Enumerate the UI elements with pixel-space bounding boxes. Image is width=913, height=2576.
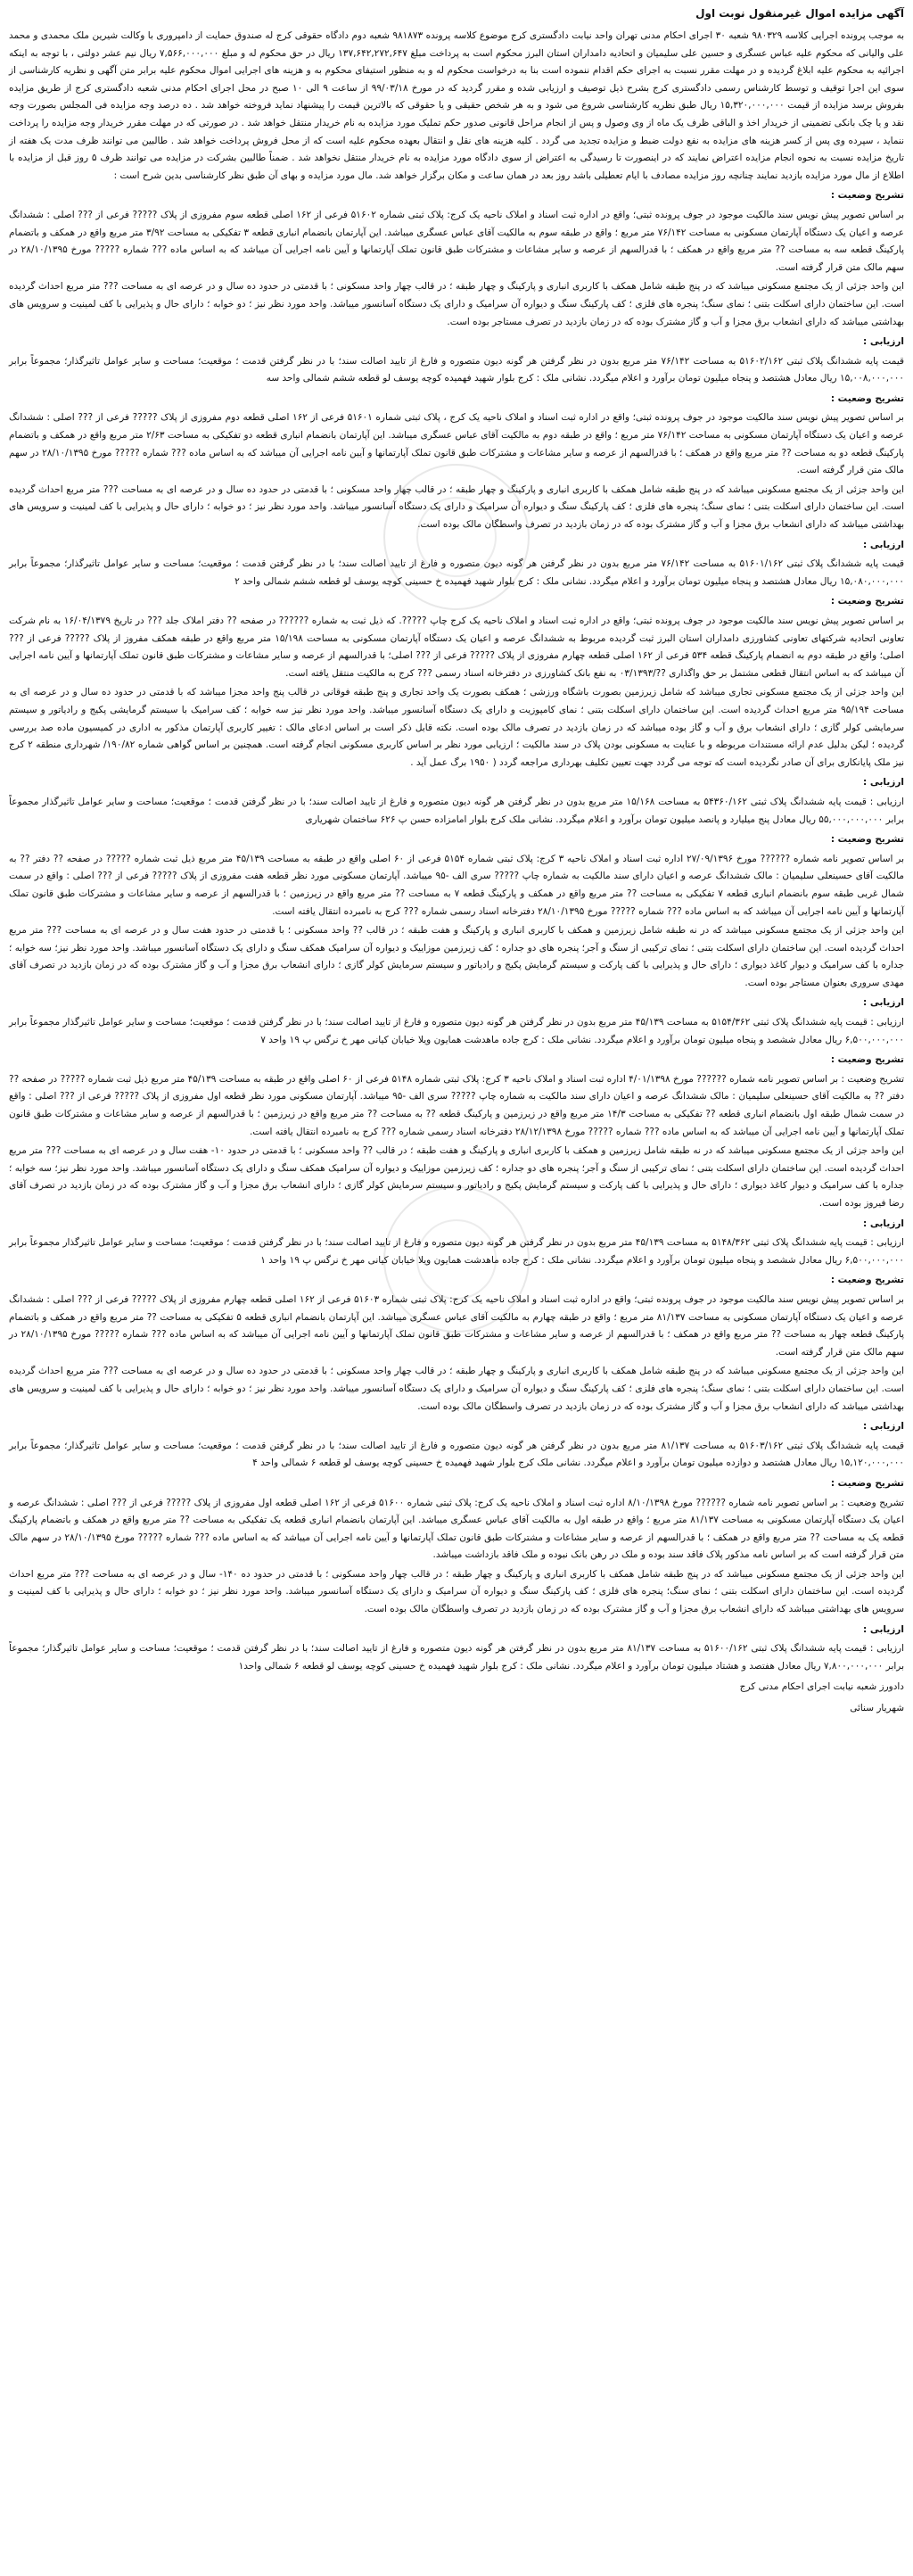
auction-notice — [5, 5, 908, 1718]
property-section — [5, 1475, 908, 1676]
building-description: این واحد جزئی از یک مجتمع مسکونی میباشد که در پنج طبقه شامل همکف با کاربری انباری و پارکینگ و چهار طبقه ؛ در قالب چهار واحد مسکونی ؛ با قدمتی در حدود ده سال و در عرصه ای به مساحت ??? متر مربع احداث گردیده است. این ساختمان دارای اسکلت بتنی ؛ نمای سنگ؛ پنجره های فلزی ؛ کف پارکینگ سنگ و دیواره آن سرامیک و دارای یک دستگاه آسانسور میباشد. واحد مورد نظر نیز ؛ دو خوابه ؛ دارای حال و پذیرایی با کف لمینیت و سرویس های بهداشتی میباشد که دارای انشعاب برق مجزا و آب و گاز مشترک بوده که در زمان بازدید در تصرف مستاجر بوده است. — [9, 281, 904, 327]
building-description: این واحد جزئی از یک مجتمع مسکونی میباشد که در نه طبقه شامل زیرزمین و همکف با کاربری انباری و پارکینگ و هفت طبقه ؛ در قالب ?? واحد مسکونی ؛ با قدمتی در حدود هفت سال و در عرصه ای به مساحت ??? متر مربع احداث گردیده است. این ساختمان دارای اسکلت بتنی ؛ نمای ترکیبی از سنگ و آجر؛ پنجره های دو جداره ؛ کف زیرزمین موزاییک و دیواره آن سرامیک همکف سنگ و دارای یک دستگاه آسانسور میباشد. واحد مورد نظر نیز؛ سه خوابه ؛ جداره با کف سرامیک و دیوار کاغذ دیواری ؛ دارای حال و پذیرایی با کف پارکت و سیستم گرمایش پکیج و رادیاتور و سیستم سرمایش کولر گازی ؛ دارای انشعاب برق مجزا و آب و گاز مشترک بوده که در زمان بازدید در تصرف آقای مهدی سروری بعنوان مستاجر بوده است. — [9, 925, 904, 988]
evaluation-heading: ارزیابی : — [863, 1218, 904, 1229]
evaluation-text: ارزیابی : قیمت پایه ششدانگ پلاک ثبتی ۵۱۶۰۰/۱۶۲ به مساحت ۸۱/۱۳۷ متر مربع بدون در نظر گرفتن هر گونه دیون متصوره و فارغ از تایید اصالت سند؛ با در نظر گرفتن قدمت ؛ موقعیت؛ مساحت و سایر عوامل تاثیرگذار؛ مجموعاً برابر ۷,۸۰۰,۰۰۰,۰۰۰ ریال معادل هفتصد و هشتاد میلیون تومان برآورد و اعلام میگردد. نشانی ملک : کرج بلوار شهید فهمیده خ حسینی کوچه یوسف لو قطعه ۶ شمالی واحد۱ — [9, 1643, 904, 1672]
property-section — [5, 1272, 908, 1473]
property-description: بر اساس تصویر پیش نویس سند مالکیت موجود در جوف پرونده ثبتی؛ واقع در اداره ثبت اسناد و املاک ناحیه یک کرج: پلاک ثبتی شماره ۵۱۶۰۳ فرعی از ۱۶۲ اصلی قطعه چهارم مفروزی از پلاک ????? فرعی از ??? اصلی : ششدانگ عرصه و اعیان یک دستگاه آپارتمان مسکونی به مساحت ۸۱/۱۳۷ متر مربع ؛ واقع در طبقه چهارم به مالکیت آقای عباس عسگری میباشد. این آپارتمان بانضمام انباری قطعه ۵ تفکیکی به مساحت ?? متر مربع واقع در همکف و باتضمام پارکینگ قطعه چهار به مساحت ?? متر مربع واقع در همکف ؛ با قدرالسهم از عرصه و سایر مشاعات و مشترکات طبق قانون تملک آپارتمانها و آیین نامه اجرایی آن میباشد که به اساس ماده ??? شماره ????? مورخ ۲۸/۱۰/۱۳۹۵ در سهم مالک متن قرار گرفته است. — [9, 1293, 904, 1358]
evaluation-text: قیمت پایه ششدانگ پلاک ثبتی ۵۱۶۰۱/۱۶۲ به مساحت ۷۶/۱۴۲ متر مربع بدون در نظر گرفتن هر گونه دیون متصوره و فارغ از تایید اصالت سند؛ با در نظر گرفتن قدمت ؛ موقعیت؛ مساحت و سایر عوامل تاثیرگذار؛ مجموعاً برابر ۱۵,۰۸۰,۰۰۰,۰۰۰ ریال معادل هشتصد و پنجاه میلیون تومان برآورد و اعلام میگردد. نشانی ملک : کرج بلوار شهید فهمیده خ حسینی کوچه یوسف لو قطعه ششم شمالی واحد ۲ — [9, 558, 905, 587]
section-heading: تشریح وضعیت : — [830, 392, 904, 404]
signature-office: دادورز شعبه نیابت اجرای احکام مدنی کرج — [739, 1681, 904, 1693]
evaluation-heading: ارزیابی : — [863, 1421, 904, 1432]
evaluation-heading: ارزیابی : — [863, 997, 904, 1009]
section-heading: تشریح وضعیت : — [830, 1054, 904, 1066]
section-heading: تشریح وضعیت : — [830, 190, 904, 202]
evaluation-text: قیمت پایه ششدانگ پلاک ثبتی ۵۱۶۰۲/۱۶۲ به مساحت ۷۶/۱۴۲ متر مربع بدون در نظر گرفتن هر گونه دیون متصوره و فارغ از تایید اصالت سند؛ با در نظر گرفتن قدمت ؛ موقعیت؛ مساحت و سایر عوامل تاثیرگذار؛ مجموعاً برابر ۱۵,۰۰۸,۰۰۰,۰۰۰ ریال معادل هشتصد و پنجاه میلیون تومان برآورد و اعلام میگردد. نشانی ملک : کرج بلوار شهید فهمیده کوچه یوسف لو قطعه ششم شمالی واحد سه — [9, 355, 905, 384]
evaluation-heading: ارزیابی : — [863, 336, 904, 348]
evaluation-heading: ارزیابی : — [863, 777, 904, 788]
property-section — [5, 187, 908, 388]
evaluation-text: ارزیابی : قیمت پایه ششدانگ پلاک ثبتی ۵۱۴۸/۳۶۲ به مساحت ۴۵/۱۳۹ متر مربع بدون در نظر گرفتن هر گونه دیون متصوره و فارغ از تایید اصالت سند؛ با در نظر گرفتن قدمت ؛ موقعیت؛ مساحت و سایر عوامل تاثیرگذار مجموعاً برابر ۶,۵۰۰,۰۰۰,۰۰۰ ریال معادل ششصد و پنجاه میلیون تومان برآورد و اعلام میگردد. نشانی ملک : کرج جاده ماهدشت همایون ویلا خیابان کیانی مهر خ نرگس پ ۱۹ واحد ۱ — [9, 1237, 904, 1266]
property-section — [5, 831, 908, 1049]
notice-intro: به موجب پرونده اجرایی کلاسه ۹۸۰۳۲۹ شعبه ۳۰ اجرای احکام مدنی تهران واحد نیابت دادگستری کرج موضوع کلاسه پرونده ۹۸۱۸۷۳ شعبه دوم دادگاه حقوقی کرج له صندوق حمایت از دامپروری با وکالت شیرین ملک محمدی و محمد علی والیانی که محکوم علیه عباس عسگری و حسین علی سلیمیان و اتحادیه دامداران استان البرز محکوم است به پرداخت مبلغ ۱۳۷,۶۴۲,۲۷۲,۶۴۷ ریال در حق محکوم له و مبلغ ۷,۵۶۶,۰۰۰,۰۰۰ ریال نیم عشر دولتی ، با توجه به اینکه اجرائیه به محکوم علیه ابلاغ گردیده و در مهلت مقرر نسبت به اجرای حکم اقدام ننموده است بنا به درخواست محکوم له و به منظور استیفای محکوم به و هزینه های اجرایی اموال محکوم علیه برابر متن آگهی و نظریه کارشناسی از سوی این اجرا توقیف و توسط کارشناس رسمی دادگستری کرج بشرح ذیل توصیف و ارزیابی شده و مقرر گردید که در مورخ ۹۹/۰۳/۱۸ از ساعت ۹ الی ۱۰ صبح در محل اجرای احکام مدنی شعبه دادگستری کرج از طریق مزایده بفروش برسد مزایده از قیمت ۱۵,۳۲۰,۰۰۰,۰۰۰ ریال طبق نظریه کارشناسی شروع می شود و به هر شخص حقیقی و یا حقوقی که بالاترین قیمت را پیشنهاد نماید فروخته خواهد شد . ده درصد وجه مزایده فی المجلس بصورت وجه نقد و یا چک بانکی تضمینی از خریدار اخذ و الباقی ظرف یک ماه از وی وصول و پس از انجام مراحل قانونی صدور حکم تملیک مورد مزایده به نام خریدار منتقل خواهد شد . در صورتی که در مهلت مقرر خریدار وجه مزایده را پرداخت ننماید ، سپرده وی پس از کسر هزینه های مزایده به نفع دولت ضبط و مزایده تجدید می گردد . کلیه هزینه های نقل و انتقال بعهده محکوم علیه است که از محل فروش پرداخت خواهد شد . طالبین می توانند ظرف مدت یک هفته از تاریخ مزایده نسبت به نحوه انجام مزایده اعتراض نمایند که در اینصورت تا رسیدگی به اعتراض از سوی دادگاه مورد مزایده به نام خریدار منتقل نخواهد شد . ضمناً طالبین بشرکت در مزایده می توانند ظرف ۵ روز قبل از مزایده با اطلاع از مال مورد مزایده بازدید نمایند چنانچه روز مزایده مصادف با ایام تعطیلی باشد روز بعد در همان ساعت و مکان برگزار خواهد شد. مال مورد مزایده و بهای آن طبق نظر کارشناسی بدین شرح است : — [9, 30, 904, 181]
section-heading: تشریح وضعیت : — [830, 596, 904, 607]
property-description: تشریح وضعیت : بر اساس تصویر نامه شماره ?????? مورخ ۸/۱۰/۱۳۹۸ اداره ثبت اسناد و املاک ناحیه یک کرج: پلاک ثبتی شماره ۵۱۶۰۰ فرعی از ۱۶۲ اصلی قطعه اول مفروزی از پلاک ????? فرعی از ??? اصلی : ششدانگ عرصه و اعیان یک دستگاه آپارتمان مسکونی به مساحت ۸۱/۱۳۷ متر مربع ؛ واقع در طبقه اول به مالکیت آقای عباس عسگری میباشد. این آپارتمان بانضمام انباری قطعه یک تفکیکی به مساحت ?? متر مربع واقع در همکف و باتضمام پارکینگ قطعه یک به مساحت ?? متر مربع واقع در همکف ؛ با قدرالسهم از عرصه و سایر مشاعات و مشترکات طبق قانون تملک آپارتمانها و آیین نامه اجرایی آن میباشد که به اساس ماده ??? شماره ????? مورخ ۲۸/۱۰/۱۳۹۵ در سهم مالک متن قرار گرفته است که بر اساس نامه مذکور پلاک فاقد سند بوده و ملک در رهن بانک نبوده و ملک فاقد بازداشت میباشد. — [9, 1497, 905, 1561]
property-section — [5, 1052, 908, 1269]
property-description: بر اساس تصویر پیش نویس سند مالکیت موجود در جوف پرونده ثبتی؛ واقع در اداره ثبت اسناد و املاک ناحیه یک کرج: پلاک ثبتی شماره ۵۱۶۰۲ فرعی از ۱۶۲ اصلی قطعه سوم مفروزی از پلاک ????? فرعی از ??? اصلی : ششدانگ عرصه و اعیان یک دستگاه آپارتمان مسکونی به مساحت ۷۶/۱۴۲ متر مربع ؛ واقع در طبقه سوم به مالکیت آقای عباس عسگری میباشد. این آپارتمان بانضمام انباری قطعه ۳ تفکیکی به مساحت ۳/۹۲ متر مربع واقع در همکف و باتضمام پارکینگ قطعه سه به مساحت ?? متر مربع واقع در همکف ؛ با قدرالسهم از عرصه و سایر مشاعات و مشترکات طبق قانون تملک آپارتمانها و آیین نامه اجرایی آن میباشد که به اساس ماده ??? شماره ????? مورخ ۲۸/۱۰/۱۳۹۵ در سهم مالک متن قرار گرفته است. — [9, 209, 905, 273]
building-description: این واحد جزئی از یک مجتمع مسکونی میباشد که در پنج طبقه شامل همکف با کاربری انباری و پارکینگ و چهار طبقه ؛ در قالب چهار واحد مسکونی ؛ با قدمتی در حدود ده سال و در عرصه ای به مساحت ??? متر مربع احداث گردیده است. این ساختمان دارای اسکلت بتنی ؛ نمای سنگ؛ پنجره های فلزی ؛ کف پارکینگ سنگ و دیواره آن سرامیک و دارای یک دستگاه آسانسور میباشد. واحد مورد نظر نیز ؛ دو خوابه ؛ دارای حال و پذیرایی با کف لمینیت و سرویس های بهداشتی میباشد که دارای انشعاب برق مجزا و آب و گاز مشترک بوده که در زمان بازدید در تصرف واسطگان مالک بوده است. — [9, 1366, 904, 1412]
property-description: بر اساس تصویر پیش نویس سند مالکیت موجود در جوف پرونده ثبتی؛ واقع در اداره ثبت اسناد و املاک ناحیه یک کرج چاپ ?????. که ذیل ثبت به شماره ?????? در صفحه ?? دفتر املاک جلد ??? در تاریخ ۱۶/۰۴/۱۳۷۹ به نام شرکت تعاونی اتحادیه شرکتهای تعاونی کشاورزی دامداران استان البرز ثبت گردیده مربوط به ششدانگ عرصه و اعیان یک دستگاه آپارتمان مسکونی به مساحت ۱۵/۱۹۸ متر مربع واقع در طبقه همکف مفروز از پلاک ????? فرعی از ??? اصلی؛ واقع در طبقه دوم به انضمام پارکینگ قطعه ۵۳۴ فرعی از ۱۶۲ اصلی قطعه چهارم مفروزی از پلاک ????? فرعی از ??? اصلی؛ با قدرالسهم از عرصه و سایر مشاعات و مشترکات طبق قانون تملک آپارتمانها و آیین نامه اجرایی آن میباشد که به اساس انتقال قطعی مشتمل بر حق واگذاری ??/۰۳/۱۳۹۳ به نفع بانک کشاورزی در دفترخانه اسناد رسمی ??? کرج به مالکیت منتقل یافته است. — [9, 615, 905, 679]
building-description: این واحد جزئی از یک مجتمع مسکونی تجاری میباشد که شامل زیرزمین بصورت باشگاه ورزشی ؛ همکف بصورت یک واحد تجاری و پنج طبقه فوقانی در قالب پنج واحد مجزا میباشد که با قدمتی در حدود ده سال و در عرصه ای به مساحت ۹۵/۱۹۴ متر مربع احداث گردیده است. این ساختمان دارای اسکلت بتنی ؛ نمای کامپوزیت و دارای یک دستگاه آسانسور میباشد. واحد مورد نظر نیز سه خوابه ؛ کف سرامیک با سیستم گرمایشی پکیج و رادیاتور و سیستم سرمایشی کولر گازی ؛ دارای انشعاب برق و آب و گاز بوده میباشد که در زمان بازدید در تصرف مالک بوده است. نکته قابل ذکر است بر اساس ادعای مالک : تغییر کاربری آپارتمان مذکور به اداری در کمیسیون ماده صد بررسی گردیده ؛ لیکن بدلیل عدم ارائه مستندات مربوطه و با عنایت به مسکونی بودن پلاک در سند مالکیت ؛ ارزیابی مورد نظر بر اساس کاربری مسکونی انجام گرفته است. همچنین بر اساس گواهی شماره ۱۹۰/۸۲/ شهرداری منطقه ۲ کرج نیز ملک پایانکاری برای آن صادر نگردیده است که توجه می گردد جهت تعیین تکلیف بهرداری مراجعه گردد ( ۱۹۵۰ برگ عمل آید . — [9, 687, 904, 768]
section-heading: تشریح وضعیت : — [830, 834, 904, 846]
evaluation-heading: ارزیابی : — [863, 1623, 904, 1635]
property-description: تشریح وضعیت : بر اساس تصویر نامه شماره ?????? مورخ ۴/۰۱/۱۳۹۸ اداره ثبت اسناد و املاک ناحیه ۳ کرج: پلاک ثبتی شماره ۵۱۴۸ فرعی از ۶۰ اصلی واقع در طبقه به مساحت ۴۵/۱۳۹ متر مربع ذیل ثبت شماره ????? در صفحه ?? دفتر ?? به مالکیت آقای حسینعلی سلیمیان : مالک ششدانگ عرصه و اعیان دارای سند مالکیت به شماره چاپ ????? سری الف -۹۵ میباشد. آپارتمان مسکونی مورد نظر قطعه اول مفروزی از پلاک ????? فرعی از ??? اصلی : واقع در سمت شمال طبقه اول بانضمام انباری قطعه ?? تفکیکی به مساحت ۱۴/۳ متر مربع واقع در زیرزمین و پارکینگ قطعه ?? به مساحت ?? متر مربع واقع در زیرزمین ؛ با قدرالسهم از عرصه و سایر مشاعات و مشترکات طبق قانون تملک آپارتمانها و آیین نامه اجرایی آن میباشد که به اساس ماده ??? شماره ????? مورخ ۲۸/۱۲/۱۳۹۸ دفترخانه اسناد رسمی شماره ??? کرج به نامبرده انتقال یافته است. — [9, 1073, 905, 1137]
evaluation-text: قیمت پایه ششدانگ پلاک ثبتی ۵۱۶۰۳/۱۶۲ به مساحت ۸۱/۱۳۷ متر مربع بدون در نظر گرفتن هر گونه دیون متصوره و فارغ از تایید اصالت سند؛ با در نظر گرفتن قدمت ؛ موقعیت؛ مساحت و سایر عوامل تاثیرگذار؛ مجموعاً برابر ۱۵,۱۲۰,۰۰۰,۰۰۰ ریال معادل هشتصد و دوازده میلیون تومان برآورد و اعلام میگردد. نشانی ملک کرج بلوار شهید فهمیده خ حسینی کوچه یوسف لو قطعه ۶ شمالی واحد ۴ — [9, 1440, 905, 1469]
evaluation-text: ارزیابی : قیمت پایه ششدانگ پلاک ثبتی ۵۱۵۴/۳۶۲ به مساحت ۴۵/۱۳۹ متر مربع بدون در نظر گرفتن هر گونه دیون متصوره و فارغ از تایید اصالت سند؛ با در نظر گرفتن قدمت ؛ موقعیت؛ مساحت و سایر عوامل تاثیرگذار مجموعاً برابر ۶,۵۰۰,۰۰۰,۰۰۰ ریال معادل ششصد و پنجاه میلیون تومان برآورد و اعلام میگردد. نشانی ملک : کرج جاده ماهدشت همایون ویلا خیابان کیانی مهر خ نرگس پ ۱۹ واحد ۷ — [9, 1017, 904, 1045]
building-description: این واحد جزئی از یک مجتمع مسکونی میباشد که در پنج طبقه شامل همکف با کاربری انباری و پارکینگ و چهار طبقه ؛ در قالب چهار واحد مسکونی ؛ با قدمتی در حدود ده ۱۴۰- سال و در عرصه ای به مساحت ??? متر مربع احداث گردیده است. این ساختمان دارای اسکلت بتنی ؛ نمای سنگ؛ پنجره های فلزی ؛ کف پارکینگ سنگ و دیواره آن سرامیک و دارای یک دستگاه آسانسور میباشد. واحد مورد نظر نیز ؛ دو خوابه ؛ دارای حال و پذیرایی با کف لمینیت و سرویس های بهداشتی میباشد که دارای انشعاب برق مجزا و آب و گاز مشترک بوده که در زمان بازدید در تصرف واسطگان مالک بوده است. — [9, 1568, 904, 1615]
notice-title: آگهی مزایده اموال غیرمنقول نوبت اول — [695, 7, 904, 20]
building-description: این واحد جزئی از یک مجتمع مسکونی میباشد که در نه طبقه شامل زیرزمین و همکف با کاربری انباری و پارکینگ و هفت طبقه ؛ در قالب ?? واحد مسکونی ؛ با قدمتی در حدود ۱۰- هفت سال و در عرصه ای به مساحت ??? متر مربع احداث گردیده است. این ساختمان دارای اسکلت بتنی ؛ نمای ترکیبی از سنگ و آجر؛ پنجره های دو جداره ؛ کف زیرزمین موزاییک و دیواره آن سرامیک همکف سنگ و دارای یک دستگاه آسانسور میباشد. واحد مورد نظر نیز؛ سه خوابه ؛ جداره با کف سرامیک و دیوار کاغذ دیواری ؛ دارای حال و پذیرایی با کف پارکت و سیستم گرمایش پکیج و رادیاتور و سیستم سرمایش کولر گازی ؛ دارای انشعاب برق مجزا و آب و گاز مشترک بوده که در زمان بازدید در تصرف آقای رضا فیروز بوده است. — [9, 1145, 905, 1209]
section-heading: تشریح وضعیت : — [830, 1275, 904, 1286]
evaluation-text: ارزیابی : قیمت پایه ششدانگ پلاک ثبتی ۵۴۳۶۰/۱۶۲ به مساحت ۱۵/۱۶۸ متر مربع بدون در نظر گرفتن هر گونه دیون متصوره و فارغ از تایید اصالت سند؛ با در نظر گرفتن قدمت ؛ موقعیت؛ مساحت و سایر عوامل تاثیرگذار مجموعاً برابر ۵۵,۰۰۰,۰۰۰,۰۰۰ ریال معادل پنج میلیارد و پانصد میلیون تومان برآورد و اعلام میگردد. نشانی ملک کرج بلوار امامزاده حسن پ ۶۲۶ ساختمان شهریاری — [9, 796, 904, 825]
property-description: بر اساس تصویر پیش نویس سند مالکیت موجود در جوف پرونده ثبتی؛ واقع در اداره ثبت اسناد و املاک ناحیه یک کرج ، پلاک ثبتی شماره ۵۱۶۰۱ فرعی از ۱۶۲ اصلی قطعه دوم مفروزی از پلاک ????? فرعی از ??? اصلی : ششدانگ عرصه و اعیان یک دستگاه آپارتمان مسکونی به مساحت ۷۶/۱۴۲ متر مربع ؛ واقع در طبقه دوم به مالکیت آقای عباس عسگری میباشد. این آپارتمان بانضمام انباری قطعه دو تفکیکی به مساحت ۲/۶۳ متر مربع واقع در همکف و باتضمام پارکینگ قطعه دو به مساحت ?? متر مربع واقع در همکف ؛ با قدرالسهم از عرصه و سایر مشاعات و مشترکات طبق قانون تملک آپارتمانها و آیین نامه اجرایی آن میباشد که به اساس ماده ??? شماره ????? مورخ ۲۸/۱۰/۱۳۹۵ در سهم مالک متن قرار گرفته است. — [9, 412, 904, 476]
section-heading: تشریح وضعیت : — [830, 1477, 904, 1489]
property-description: بر اساس تصویر نامه شماره ?????? مورخ ۲۷/۰۹/۱۳۹۶ اداره ثبت اسناد و املاک ناحیه ۳ کرج: پلاک ثبتی شماره ۵۱۵۴ فرعی از ۶۰ اصلی واقع در طبقه به مساحت ۴۵/۱۳۹ متر مربع ذیل ثبت شماره ????? در صفحه ?? دفتر ?? به مالکیت آقای حسینعلی سلیمیان : مالک ششدانگ عرصه و اعیان دارای سند مالکیت به شماره چاپ ????? سری الف -۹۵ میباشد. آپارتمان مسکونی مورد نظر قطعه هفت مفروزی از پلاک ????? فرعی از ??? اصلی : واقع در سمت شمال غربی طبقه سوم بانضمام انباری قطعه ۷ تفکیکی به مساحت ?? متر مربع واقع در همکف و پارکینگ قطعه ۷ به مساحت ?? متر مربع واقع در زیرزمین ؛ با قدرالسهم از عرصه و سایر مشاعات و مشترکات طبق قانون تملک آپارتمانها و آیین نامه اجرایی آن میباشد که به اساس ماده ??? شماره ????? مورخ ۲۸/۱۰/۱۳۹۵ دفترخانه اسناد رسمی شماره ??? کرج به نامبرده انتقال یافته است. — [9, 853, 905, 917]
property-section — [5, 593, 908, 829]
evaluation-heading: ارزیابی : — [863, 539, 904, 550]
building-description: این واحد جزئی از یک مجتمع مسکونی میباشد که در پنج طبقه شامل همکف با کاربری انباری و پارکینگ و چهار طبقه ؛ در قالب چهار واحد مسکونی ؛ با قدمتی در حدود ده سال و در عرصه ای به مساحت ??? متر مربع احداث گردیده است. این ساختمان دارای اسکلت بتنی ؛ نمای سنگ؛ پنجره های فلزی ؛ کف پارکینگ سنگ و دیواره آن سرامیک و دارای یک دستگاه آسانسور میباشد. واحد مورد نظر نیز ؛ دو خوابه ؛ دارای حال و پذیرایی با کف لمینیت و سرویس های بهداشتی میباشد که دارای انشعاب برق مجزا و آب و گاز مشترک بوده که در زمان بازدید در تصرف واسطگان مالک بوده است. — [9, 483, 904, 531]
property-section — [5, 391, 908, 591]
signature-name: شهریار سنائی — [850, 1703, 904, 1714]
